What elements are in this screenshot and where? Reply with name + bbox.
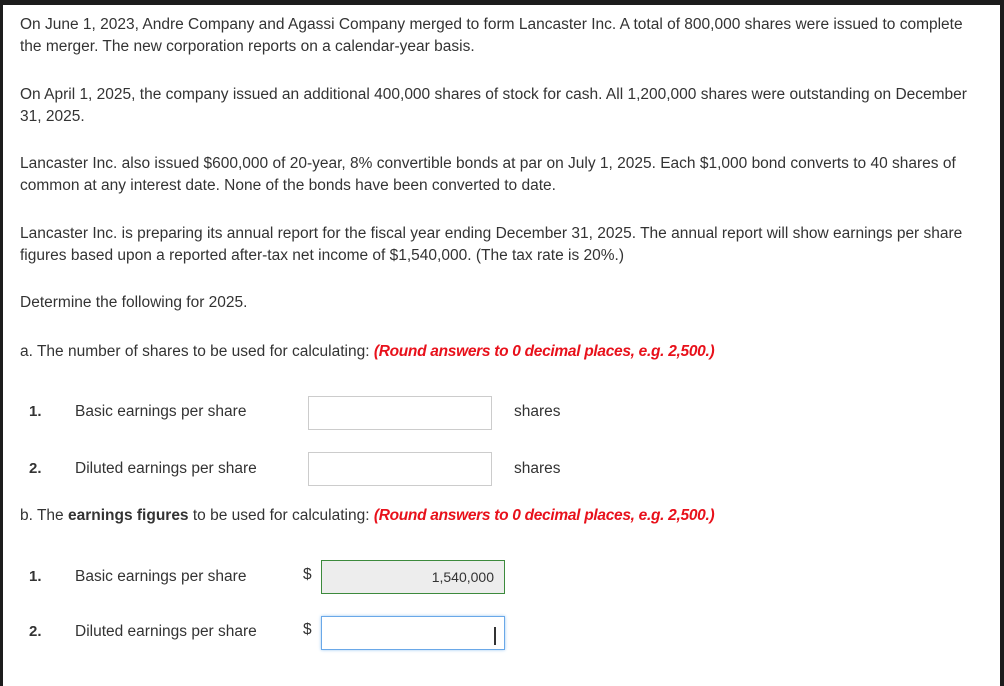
unit-label: shares bbox=[514, 403, 561, 420]
row-label: Basic earnings per share bbox=[75, 403, 247, 420]
unit-label: shares bbox=[514, 460, 561, 477]
paragraph-stock-issue: On April 1, 2025, the company issued an additional 400,000 shares of stock for cash. All 1,200,000 shares were outstanding on December 31, 2025. bbox=[20, 86, 967, 125]
part-b-text: b. The bbox=[20, 507, 68, 524]
row-number: 2. bbox=[29, 460, 42, 477]
row-label: Diluted earnings per share bbox=[75, 460, 257, 477]
paragraph-determine: Determine the following for 2025. bbox=[20, 294, 248, 311]
part-a-instruction: (Round answers to 0 decimal places, e.g. 2,500.) bbox=[373, 343, 715, 360]
row-number: 1. bbox=[29, 403, 42, 420]
paragraph-bonds: Lancaster Inc. also issued $600,000 of 20-year, 8% convertible bonds at par on July 1, 2025. Each $1,000 bond converts to 40 shares of common at any interest date. None of the bonds have been converted to date. bbox=[20, 155, 956, 194]
question-page bbox=[3, 5, 1000, 686]
dollar-sign: $ bbox=[303, 566, 312, 583]
part-a-text: a. The number of shares to be used for calculating: bbox=[20, 343, 374, 360]
diluted-earnings-input[interactable] bbox=[321, 616, 505, 650]
part-b-instruction: (Round answers to 0 decimal places, e.g. 2,500.) bbox=[373, 507, 715, 524]
part-b-text-post: to be used for calculating: bbox=[188, 507, 374, 524]
basic-earnings-input[interactable] bbox=[321, 560, 505, 594]
dollar-sign: $ bbox=[303, 621, 312, 638]
row-number: 2. bbox=[29, 623, 42, 640]
part-b-prompt bbox=[20, 505, 980, 527]
text-caret bbox=[494, 627, 496, 645]
part-b-bold: earnings figures bbox=[67, 507, 189, 524]
paragraph-annual-report: Lancaster Inc. is preparing its annual report for the fiscal year ending December 31, 2025. The annual report will show earnings per share figures based upon a reported after-tax net income of $1,540,000. (The tax rate is 20%.) bbox=[20, 225, 963, 264]
paragraph-merger: On June 1, 2023, Andre Company and Agassi Company merged to form Lancaster Inc. A total of 800,000 shares were issued to complete the merger. The new corporation reports on a calendar-year basis. bbox=[20, 16, 963, 55]
row-label: Basic earnings per share bbox=[75, 568, 247, 585]
part-a-prompt bbox=[20, 341, 980, 363]
row-number: 1. bbox=[29, 568, 42, 585]
diluted-shares-input[interactable] bbox=[308, 452, 492, 486]
row-label: Diluted earnings per share bbox=[75, 623, 257, 640]
basic-shares-input[interactable] bbox=[308, 396, 492, 430]
